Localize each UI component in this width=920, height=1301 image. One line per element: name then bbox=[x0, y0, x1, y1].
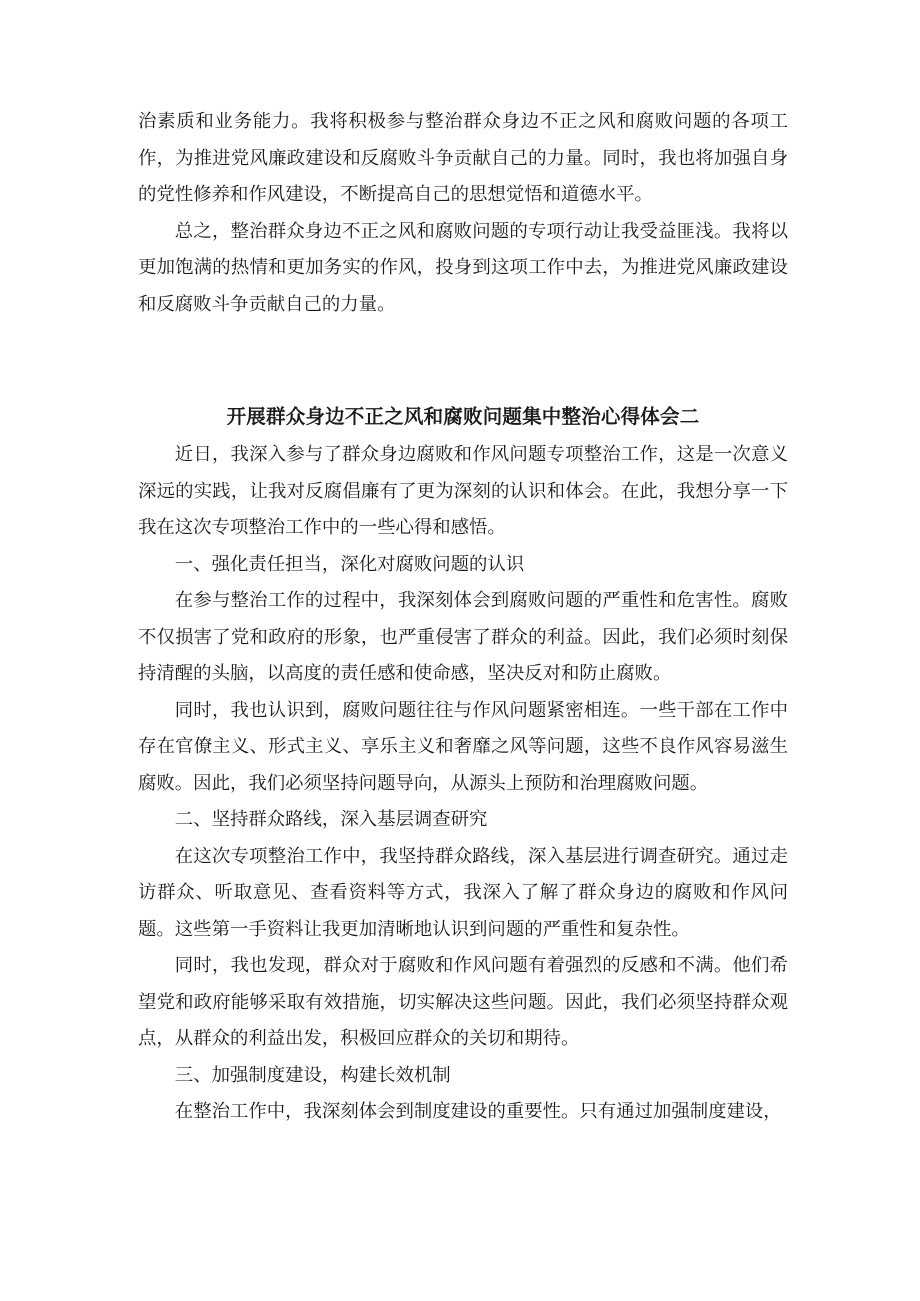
paragraph-conclusion: 总之，整治群众身边不正之风和腐败问题的专项行动让我受益匪浅。我将以更加饱满的热情和更加务实的作风，投身到这项工作中去，为推进党风廉政建设和反腐败斗争贡献自己的力量。 bbox=[138, 220, 788, 315]
paragraph-continued: 治素质和业务能力。我将积极参与整治群众身边不正之风和腐败问题的各项工作，为推进党风廉政建设和反腐败斗争贡献自己的力量。同时，我也将加强自身的党性修养和作风建设，不断提高自己的思想觉悟和道德水平。 bbox=[138, 111, 788, 205]
section-gap bbox=[138, 323, 788, 397]
paragraph: 在参与整治工作的过程中，我深刻体会到腐败问题的严重性和危害性。腐败不仅损害了党和政府的形象，也严重侵害了群众的利益。因此，我们必须时刻保持清醒的头脑，以高度的责任感和使命感，坚决反对和防止腐败。 bbox=[138, 590, 788, 684]
paragraph: 同时，我也发现，群众对于腐败和作风问题有着强烈的反感和不满。他们希望党和政府能够采取有效措施，切实解决这些问题。因此，我们必须坚持群众观点，从群众的利益出发，积极回应群众的关切和期待。 bbox=[138, 955, 788, 1049]
section-heading-3: 三、加强制度建设，构建长效机制 bbox=[174, 1064, 451, 1086]
paragraph: 同时，我也认识到，腐败问题往往与作风问题紧密相连。一些干部在工作中存在官僚主义、形式主义、享乐主义和奢靡之风等问题，这些不良作风容易滋生腐败。因此，我们必须坚持问题导向，从源头上预防和治理腐败问题。 bbox=[138, 699, 788, 794]
section-heading-2: 二、坚持群众路线，深入基层调查研究 bbox=[174, 809, 488, 830]
document-body bbox=[138, 104, 788, 1131]
paragraph: 在整治工作中，我深刻体会到制度建设的重要性。只有通过加强制度建设， bbox=[174, 1101, 782, 1122]
document-title: 开展群众身边不正之风和腐败问题集中整治心得体会二 bbox=[226, 405, 700, 428]
section-heading-1: 一、强化责任担当，深化对腐败问题的认识 bbox=[174, 553, 525, 575]
paragraph-intro: 近日，我深入参与了群众身边腐败和作风问题专项整治工作，这是一次意义深远的实践，让我对反腐倡廉有了更为深刻的认识和体会。在此，我想分享一下我在这次专项整治工作中的一些心得和感悟。 bbox=[138, 444, 788, 538]
paragraph: 在这次专项整治工作中，我坚持群众路线，深入基层进行调查研究。通过走访群众、听取意见、查看资料等方式，我深入了解了群众身边的腐败和作风问题。这些第一手资料让我更加清晰地认识到问题的严重性和复杂性。 bbox=[138, 845, 788, 940]
